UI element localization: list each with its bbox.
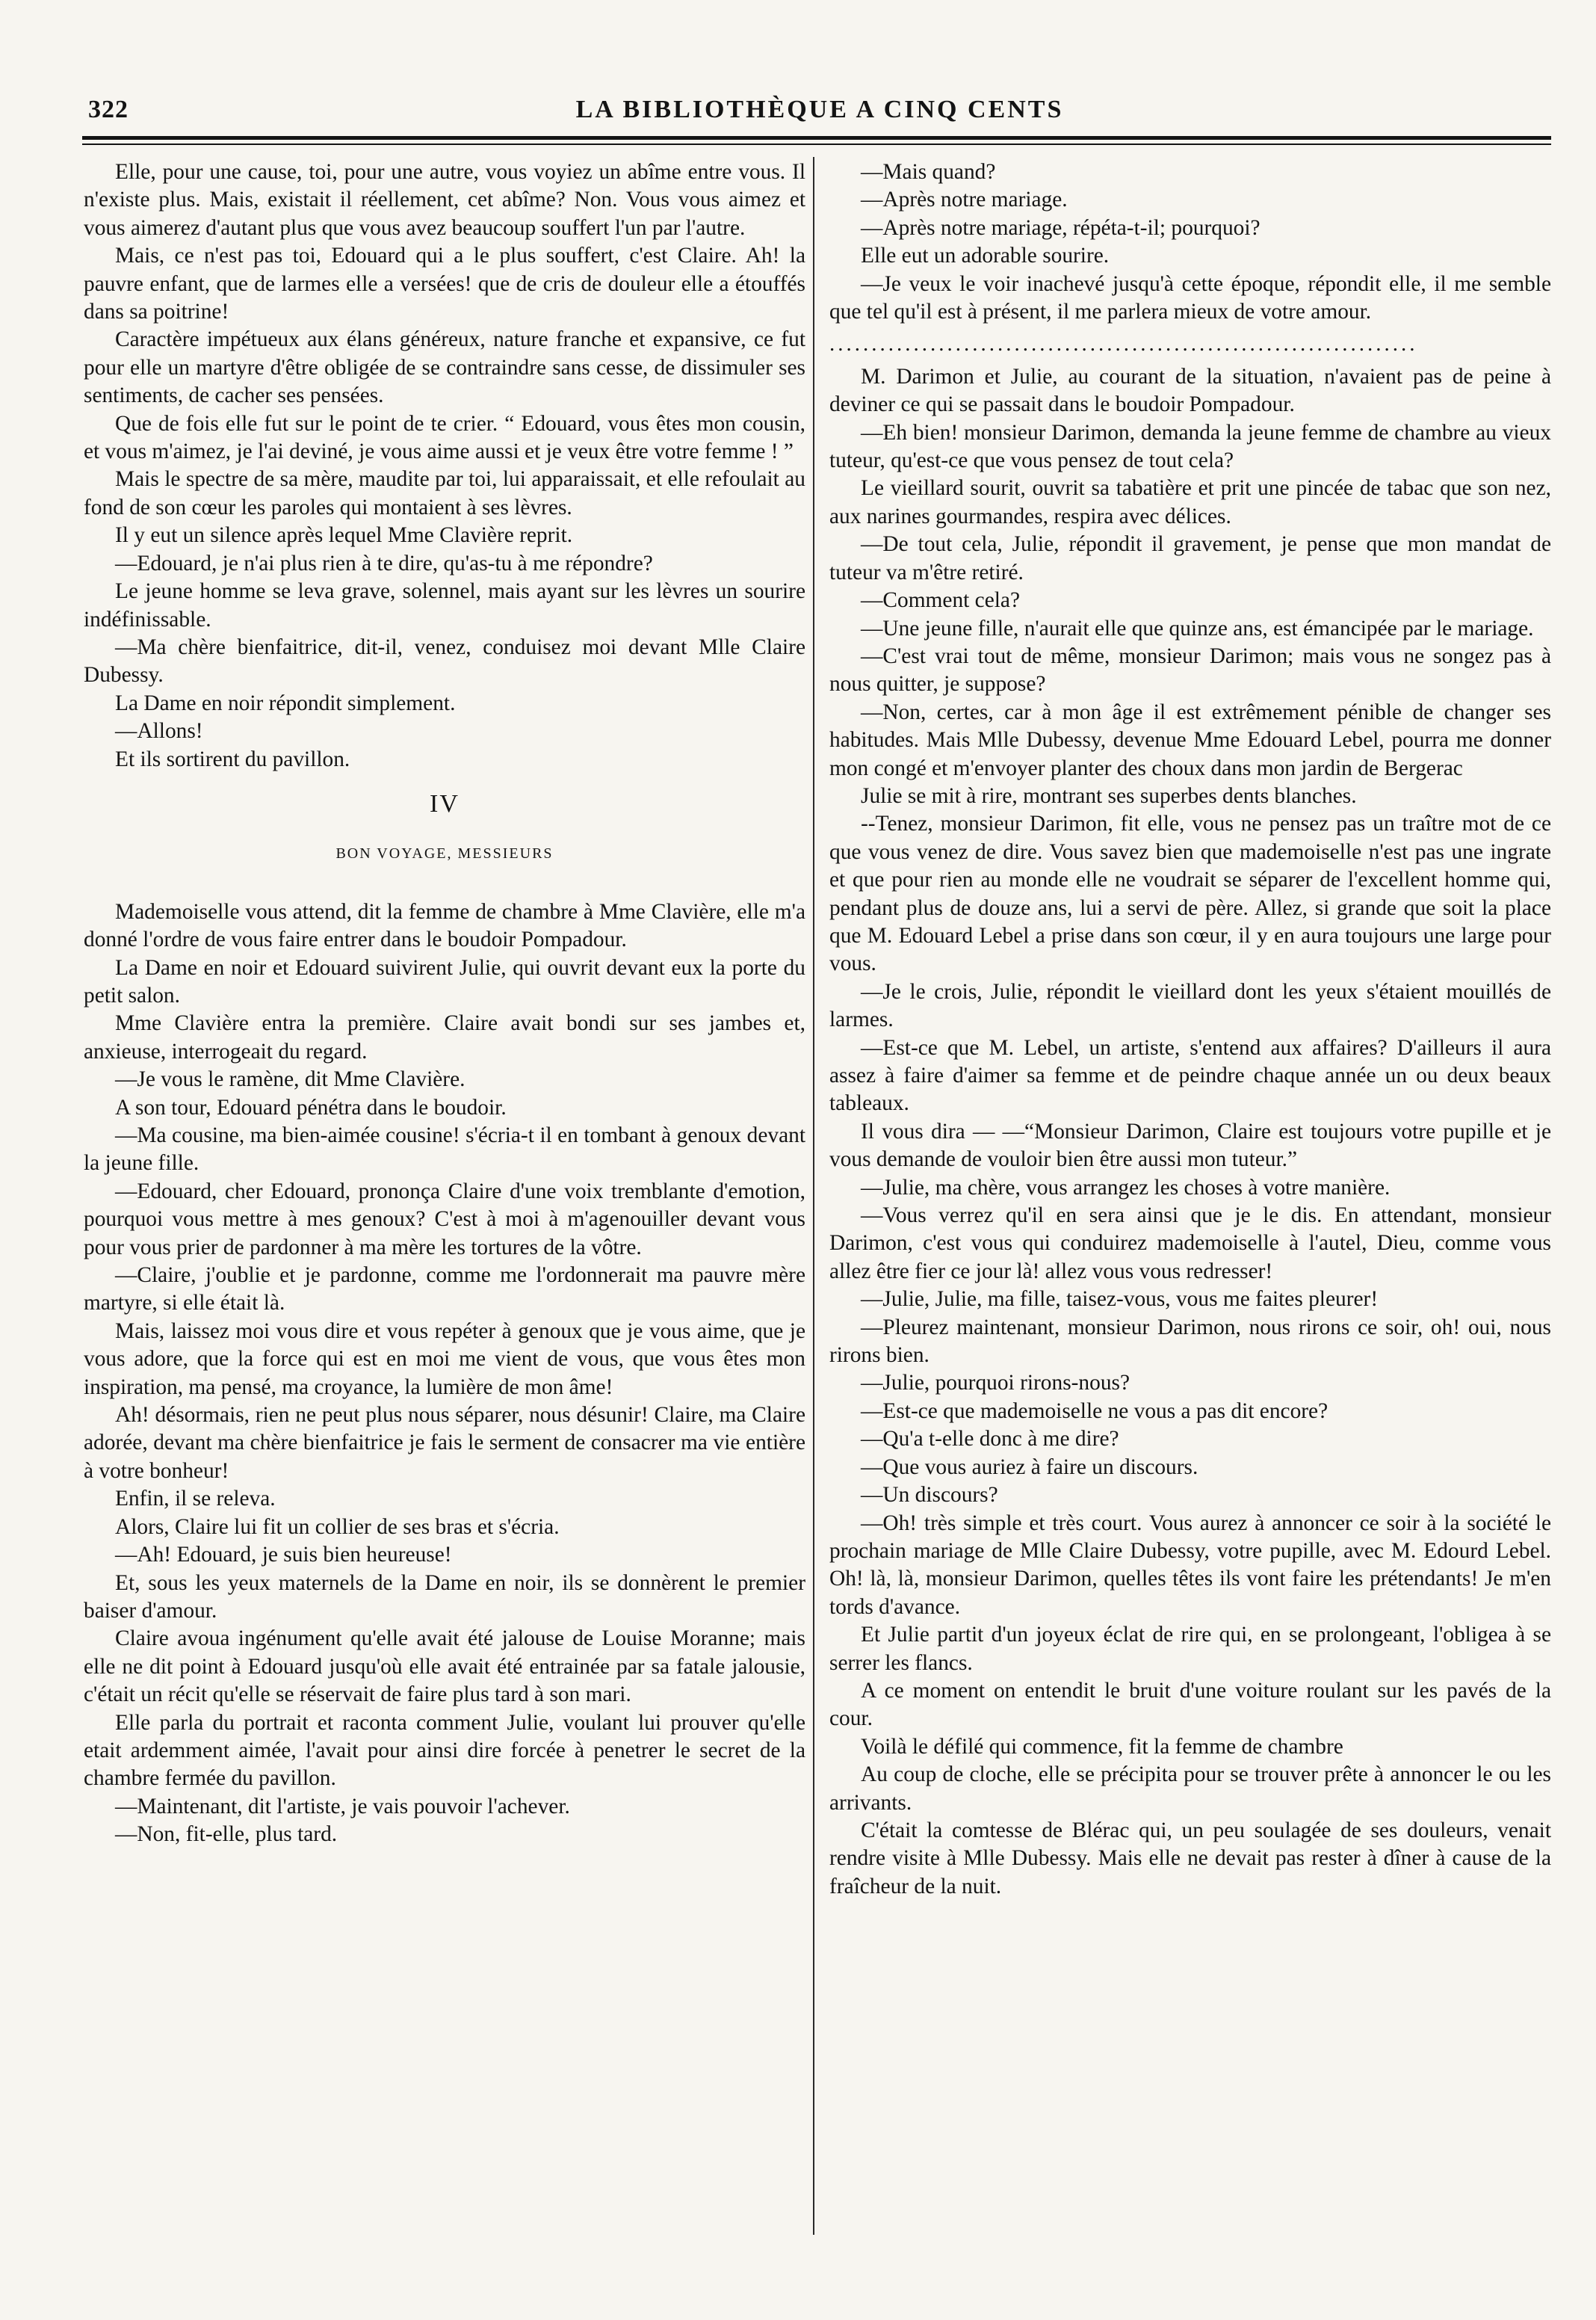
paragraph: —Que vous auriez à faire un discours. (861, 1454, 1198, 1479)
column-divider (813, 157, 814, 2235)
paragraph: --Tenez, monsieur Darimon, fit elle, vous ne pensez pas un traître mot de ce que vous venez de dire. Vous savez bien que mademoiselle n'est pas une ingrate et que pour rien au monde elle ne voudrait se séparer de l'excellent homme qui, pendant plus de douze ans, lui a servi de père. Allez, si grande que soit la place que M. Edouard Lebel a prise dans son cœur, il y en aura toujours une large pour vous. (829, 812, 1551, 976)
paragraph: Ah! désormais, rien ne peut plus nous séparer, nous désunir! Claire, ma Claire adorée, devant ma chère bienfaitrice je fais le serment de consacrer ma vie entière à votre bonheur! (84, 1403, 805, 1483)
paragraph: —Vous verrez qu'il en sera ainsi que je le dis. En attendant, monsieur Darimon, c'est vous qui conduirez mademoiselle à l'autel, Dieu, comme vous allez être fier ce jour là! allez vous vous redresser! (829, 1203, 1551, 1283)
paragraph: —Maintenant, dit l'artiste, je vais pouvoir l'achever. (115, 1794, 570, 1818)
paragraph: Il y eut un silence après lequel Mme Clavière reprit. (115, 523, 573, 548)
paragraph: Mais, ce n'est pas toi, Edouard qui a le plus souffert, c'est Claire. Ah! la pauvre enfant, que de larmes elle a versées! que de cris de douleur elle a étouffés dans sa poitrine! (84, 244, 805, 324)
right-paragraphs-before (829, 158, 1551, 326)
paragraph: A ce moment on entendit le bruit d'une voiture roulant sur les pavés de la cour. (829, 1678, 1551, 1731)
paragraph: —Allons! (115, 719, 203, 744)
paragraph: Caractère impétueux aux élans généreux, nature franche et expansive, ce fut pour elle un martyre d'être obligée de se contraindre sans cesse, de dissimuler ses sentiments, de cacher ses pensées. (84, 327, 805, 408)
paragraph: —Comment cela? (861, 588, 1021, 613)
paragraph: Le jeune homme se leva grave, solennel, mais ayant sur les lèvres un sourire indéfinissable. (84, 579, 805, 632)
paragraph: Mais le spectre de sa mère, maudite par toi, lui apparaissait, et elle refoulait au fond de son cœur les paroles qui montaient à ses lèvres. (84, 467, 805, 519)
paragraph: Elle eut un adorable sourire. (861, 244, 1110, 268)
paragraph: Julie se mit à rire, montrant ses superbes dents blanches. (861, 783, 1357, 808)
left-column (84, 158, 805, 1849)
paragraph: —Qu'a t-elle donc à me dire? (861, 1427, 1119, 1451)
page-header (88, 96, 1551, 132)
header-rule-thin (82, 144, 1551, 145)
paragraph: —Ah! Edouard, je suis bien heureuse! (115, 1543, 452, 1567)
paragraph: —Je veux le voir inachevé jusqu'à cette époque, répondit elle, il me semble que tel qu'il est à présent, il me parlera mieux de votre amour. (829, 271, 1551, 324)
paragraph: —Edouard, cher Edouard, prononça Claire d'une voix tremblante d'emotion, pourquoi vous mettre à mes genoux? C'est à moi à m'agenouiller devant vous pour vous prier de pardonner à ma mère les tortures de la vôtre. (84, 1179, 805, 1259)
chapter-number: IV (430, 789, 460, 818)
paragraph: —Ma cousine, ma bien-aimée cousine! s'écria-t il en tombant à genoux devant la jeune fille. (84, 1123, 805, 1176)
page-number: 322 (88, 96, 129, 123)
paragraph: Et Julie partit d'un joyeux éclat de rire qui, en se prolongeant, l'obligea à se serrer les flancs. (829, 1623, 1551, 1675)
paragraph: M. Darimon et Julie, au courant de la situation, n'avaient pas de peine à deviner ce qui se passait dans le boudoir Pompadour. (829, 364, 1551, 417)
paragraph: Mais, laissez moi vous dire et vous repéter à genoux que je vous aime, que je vous adore, que la force qui est en moi me vient de vous, que vous êtes mon inspiration, ma pensé, ma croyance, la lumière de mon âme! (84, 1318, 805, 1399)
paragraph: —Je le crois, Julie, répondit le vieillard dont les yeux s'étaient mouillés de larmes. (829, 979, 1551, 1032)
paragraph: —Edouard, je n'ai plus rien à te dire, qu'as-tu à me répondre? (115, 551, 653, 576)
paragraph: Elle, pour une cause, toi, pour une autre, vous voyiez un abîme entre vous. Il n'existe plus. Mais, existait il réellement, cet abîme? Non. Vous vous aimez et vous aimerez d'autant plus que vous avez beaucoup souffert l'un par l'autre. (84, 160, 805, 240)
paragraph: La Dame en noir répondit simplement. (115, 691, 456, 715)
left-paragraphs-before (84, 158, 805, 774)
paragraph: —Après notre mariage, répéta-t-il; pourquoi? (861, 215, 1261, 240)
paragraph: —Est-ce que mademoiselle ne vous a pas dit encore? (861, 1398, 1329, 1423)
paragraph: —Oh! très simple et très court. Vous aurez à annoncer ce soir à la société le prochain mariage de Mlle Claire Dubessy, votre pupille, avec M. Edourd Lebel. Oh! là, là, monsieur Darimon, quelles têtes ils vont faire les prétendants! Je m'en tords d'avance. (829, 1511, 1551, 1619)
paragraph: —Pleurez maintenant, monsieur Darimon, nous rirons ce soir, oh! oui, nous rirons bien. (829, 1315, 1551, 1368)
paragraph: —Non, fit-elle, plus tard. (115, 1822, 338, 1847)
paragraph: —Je vous le ramène, dit Mme Clavière. (115, 1067, 466, 1092)
paragraph: Et ils sortirent du pavillon. (115, 747, 350, 771)
paragraph: Mme Clavière entra la première. Claire avait bondi sur ses jambes et, anxieuse, interrogeait du regard. (84, 1011, 805, 1064)
chapter-title: BON VOYAGE, MESSIEURS (335, 845, 554, 863)
section-separator: ...................................................................... (829, 332, 1418, 357)
left-paragraphs-after (84, 898, 805, 1849)
paragraph: Alors, Claire lui fit un collier de ses bras et s'écria. (115, 1514, 560, 1539)
paragraph: Le vieillard sourit, ouvrit sa tabatière et prit une pincée de tabac que son nez, aux narines gourmandes, respira avec délices. (829, 476, 1551, 528)
paragraph: —Ma chère bienfaitrice, dit-il, venez, conduisez moi devant Mlle Claire Dubessy. (84, 635, 805, 688)
paragraph: —Julie, pourquoi rirons-nous? (861, 1371, 1130, 1395)
paragraph: Voilà le défilé qui commence, fit la femme de chambre (861, 1734, 1343, 1759)
paragraph: A son tour, Edouard pénétra dans le boudoir. (115, 1095, 507, 1120)
paragraph: —De tout cela, Julie, répondit il gravement, je pense que mon mandat de tuteur va m'être retiré. (829, 532, 1551, 584)
paragraph: Mademoiselle vous attend, dit la femme de chambre à Mme Clavière, elle m'a donné l'ordre de vous faire entrer dans le boudoir Pompadour. (84, 899, 805, 952)
paragraph: —Est-ce que M. Lebel, un artiste, s'entend aux affaires? D'ailleurs il aura assez à faire d'aimer sa femme et de peindre chaque année un ou deux beaux tableaux. (829, 1035, 1551, 1116)
paragraph: —Un discours? (861, 1483, 998, 1508)
paragraph: C'était la comtesse de Blérac qui, un peu soulagée de ses douleurs, venait rendre visite à Mlle Dubessy. Mais elle ne devait pas rester à dîner à cause de la fraîcheur de la nuit. (829, 1818, 1551, 1898)
paragraph: —C'est vrai tout de même, monsieur Darimon; mais vous ne songez pas à nous quitter, je suppose? (829, 644, 1551, 697)
paragraph: —Une jeune fille, n'aurait elle que quinze ans, est émancipée par le mariage. (861, 616, 1534, 641)
paragraph: —Claire, j'oublie et je pardonne, comme me l'ordonnerait ma pauvre mère martyre, si elle était là. (84, 1263, 805, 1315)
paragraph: Elle parla du portrait et raconta comment Julie, voulant lui prouver qu'elle etait ardemment aimée, l'avait pour ainsi dire forcée à penetrer le secret de la chambre fermée du pavillon. (84, 1710, 805, 1791)
paragraph: Il vous dira — —“Monsieur Darimon, Claire est toujours votre pupille et je vous demande de vouloir bien être aussi mon tuteur.” (829, 1119, 1551, 1172)
paragraph: —Mais quand? (861, 160, 996, 184)
right-column (829, 158, 1551, 1901)
paragraph: Au coup de cloche, elle se précipita pour se trouver prête à annoncer le ou les arrivants. (829, 1762, 1551, 1815)
paragraph: Claire avoua ingénument qu'elle avait été jalouse de Louise Moranne; mais elle ne dit point à Edouard jusqu'où elle avait été entrainée par sa fatale jalousie, c'était un récit qu'elle se réservait de faire plus tard à son mari. (84, 1626, 805, 1707)
paragraph: La Dame en noir et Edouard suivirent Julie, qui ouvrit devant eux la porte du petit salon. (84, 955, 805, 1008)
header-rule-thick (82, 136, 1551, 140)
paragraph: Et, sous les yeux maternels de la Dame en noir, ils se donnèrent le premier baiser d'amour. (84, 1570, 805, 1623)
paragraph: Que de fois elle fut sur le point de te crier. “ Edouard, vous êtes mon cousin, et vous m'aimez, je l'ai deviné, je vous aime aussi et je veux être votre femme ! ” (84, 411, 805, 464)
paragraph: —Julie, ma chère, vous arrangez les choses à votre manière. (861, 1175, 1391, 1200)
paragraph: —Non, certes, car à mon âge il est extrêmement pénible de changer ses habitudes. Mais Mlle Dubessy, devenue Mme Edouard Lebel, pourra me donner mon congé et m'envoyer planter des choux dans mon jardin de Bergerac (829, 700, 1551, 780)
right-paragraphs-after (829, 363, 1551, 1901)
paragraph: —Eh bien! monsieur Darimon, demanda la jeune femme de chambre au vieux tuteur, qu'est-ce que vous pensez de tout cela? (829, 420, 1551, 473)
paragraph: Enfin, il se releva. (115, 1487, 276, 1511)
running-title: LA BIBLIOTHÈQUE A CINQ CENTS (575, 96, 1064, 123)
paragraph: —Après notre mariage. (861, 188, 1068, 212)
paragraph: —Julie, Julie, ma fille, taisez-vous, vous me faites pleurer! (861, 1287, 1379, 1312)
